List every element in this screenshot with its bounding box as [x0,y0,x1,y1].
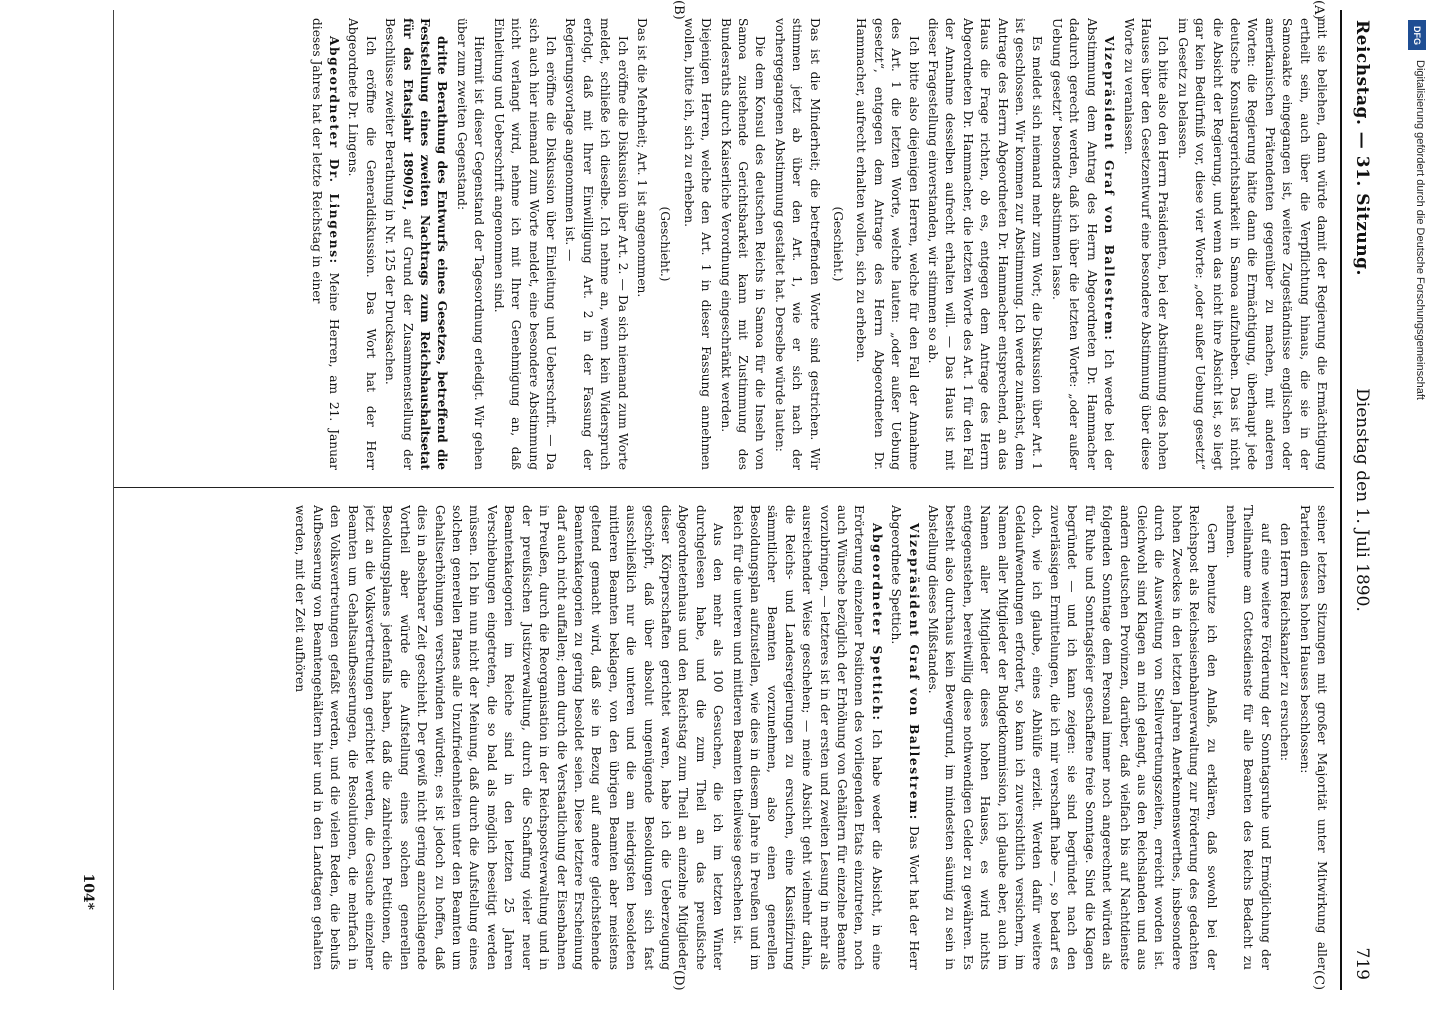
paragraph: Hiermit ist dieser Gegenstand der Tagesordnung erledigt. Wir gehen über zum zweiten Gegenstand: [454,18,487,470]
dfg-credit-text: Digitalisierung gefördert durch die Deutsche Forschungsgemeinschaft [1414,60,1426,400]
margin-mark-c: (C) [1311,970,1326,991]
header-date: Dienstag den 1. Juli 1890. [1352,388,1372,612]
paragraph [887,505,922,970]
left-column [140,18,1330,470]
paragraph [728,505,885,970]
header-rule [1340,10,1342,990]
speaker-label: Vizepräsident Graf von Ballestrem: [906,523,921,821]
quoted-article: Die dem Konsul des deutschen Reichs in Samoa für die Inseln von Samoa zustehende Gerichtsbarkeit kann mit Zustimmung des Bundesraths durch Kaiserliche Verordnung eingeschränkt werden. [718,18,768,470]
header-session: Reichstag. — 31. Sitzung. [1352,20,1372,276]
paragraph: Es meldet sich niemand mehr zum Wort; die Diskussion über Art. 1 ist geschlossen. Wir kommen zur Abstimmung. Ich werde zunächst, dem Antrage des Herrn Abgeordneten Dr. Hammacher entsprechend, an das Haus die Frage richten, ob es, entgegen dem Antrage des Herrn Abgeordneten Dr. Hammacher, die letzten Worte des Art. 1 für den Fall der Annahme desselben aufrecht erhalten will. — Das Haus ist mit dieser Fragestellung einverstanden, wir stimmen so ab. [926,18,1045,470]
paragraph: Ich bitte also den Herrn Präsidenten, bei der Abstimmung des hohen Hauses über den Gesetzentwurf eine besondere Abstimmung über diese Worte zu veranlassen. [1121,18,1171,470]
speech-text: Das Wort hat der Herr Abgeordnete Spettich. [889,505,921,970]
page-header [1342,0,1386,1000]
paragraph: den Herrn Reichskanzler zu ersuchen: [1278,523,1293,762]
paragraph [1048,18,1118,470]
paragraph: mit sie beliehen, dann würde damit der Regierung die Ermächtigung ertheilt sein, auch über die Verpflichtung hinaus, die sie in der Samoaakte eingegangen ist, weitere Zugeständnisse englischen oder amerikanischen Prätendenten gegenüber zu machen, mit anderen Worten: die Regierung hätte dann die Ermächtigung, überhaupt jede deutsche Konsulargerichtsbarkeit in Samoa aufzuheben. Das ist nicht die Absicht der Regierung, und wenn das nicht ihre Absicht ist, so liegt gar kein Bedürfniß vor, diese vier Worte: „oder außer Uebung gesetzt“ im Gesetz zu belassen. [1175,18,1329,470]
dfg-logo: DFG [1408,20,1426,50]
speaker-label: Abgeordneter Spettich: [869,523,884,722]
stage-note: (Geschieht.) [658,206,673,282]
paragraph: Diejenigen Herren, welche den Art. 1 in dieser Fassung annehmen wollen, bitte ich, sich zu erheben. [681,18,714,470]
paragraph: Das ist die Minderheit; die betreffenden Worte sind gestrichen. Wir stimmen jetzt ab über den Art. 1, wie er sich nach der vorhergegangenen Abstimmung gestaltet hat. Derselbe würde lauten: [772,18,822,470]
margin-mark-a: (A) [1311,0,1326,20]
footer-rule [113,10,114,990]
paragraph: Ich eröffne die Diskussion über Einleitung und Ueberschrift. — Da sich auch hier niemand zum Worte meldet, eine besondere Abstimmung nicht verlangt wird, nehme ich mit Ihrer Genehmigung an, daß Einleitung und Ueberschrift angenommen sind. [491,18,558,470]
agenda-title: dritte Berathung des Entwurfs eines Gesetzes, betreffend die Feststellung eines zweiten Nachtrags zum Reichshaushaltsetat für das Etatsjahr 1890/91, [400,18,450,470]
dfg-sidebar [1408,20,1426,980]
paragraph: Aus den mehr als 100 Gesuchen, die ich im letzten Winter durchgelesen habe, und die zum Theil an das preußische Abgeordnetenhaus und den Reichstag zum Theil an einzelne Mitglieder dieser Körperschaften gerichtet waren, habe ich die Ueberzeugung geschöpft, daß über absolut ungenügende Besoldungen sich fast ausschließlich nur die unteren und die am niedrigsten besoldeten mittleren Beamten beklagen, von den übrigen Beamten aber meistens geltend gemacht wird, daß sie in Bezug auf andere gleichstehende Beamtenkategorien zu gering besoldet seien. Diese letztere Erscheinung darf auch nicht auffallen; denn durch die Verstaatlichung der Eisenbahnen in Preußen, durch die Reorganisation in der Reichspostverwaltung und in der preußischen Justizverwaltung, durch die Schaffung vieler neuer Beamtenkategorien im Reiche sind in den letzten 25 Jahren Verschiebungen eingetreten, die so bald als möglich beseitigt werden müssen. Ich bin nun nicht der Meinung, daß durch die Aufstellung eines solchen generellen Planes alle Unzufriedenheiten unter den Beamten um Gehaltserhöhungen verschwinden würden; es ist jedoch zu hoffen, daß dies in absehbarer Zeit geschieht. Der gewiß nicht gering anzuschlagende Vortheil aber würde die Aufstellung eines solchen generellen Besoldungsplanes jedenfalls haben, daß die zahlreichen Petitionen, die jetzt an die Volksvertretungen gerichtet werden, die Gesuche einzelner Beamten um Gehaltsaufbesserungen, die Resolutionen, die mehrfach in den Volksvertretungen gefaßt werden, und die vielen Reden, die behufs Aufbesserung von Beamtengehältern hier und in den Landtagen gehalten werden, mit der Zeit aufhören [293,505,726,970]
paragraph [307,18,342,470]
paragraph: Gern benutze ich den Anlaß, zu erklären, daß sowohl bei der Reichspost als Reichseisenbahnverwaltung zur Förderung des gedachten hohen Zweckes in den letzten Jahren Anerkennenswerthes, insbesondere durch die Ausweitung von Stellvertretungszeiten, erreicht worden ist. Gleichwohl sind Klagen an mich gelangt, aus den Reichslanden und aus andern deutschen Provinzen, darüber, daß vielfach bis auf Nachtdienste folgenden Sonntage dem Personal immer noch angerechnet würden als für Ruhe und Sonntagsfeier geschaffene freie Sonntage. Sind die Klagen begründet — und ich kann zeigen: sie sind begründet nach den zuverlässigen Ermittelungen, die ich mir verschafft habe —, so bedarf es doch, wie ich glaube, eines Abhülfe erzielt. Werden dafür weitere Geldaufwendungen erfordert, so kann ich zuversichtlich versichern, im Namen aller Mitglieder der Budgetkommission, ich glaube aber, auch im Namen aller Mitglieder dieses hohen Hauses, es wird nichts entgegenstehen, bereitwillig diese nothwendigen Gelder zu gewähren. Es besteht also durchaus kein Bewegrund, im mindesten säumig zu sein in Abstellung dieses Mißstandes. [926,505,1219,970]
speech-text: Ich werde bei der Abstimmung dem Antrag des Herrn Abgeordneten Dr. Hammacher dadurch gerecht werden, daß ich über die letzten Worte: „oder außer Uebung gesetzt“ besonders abstimmen lasse. [1049,18,1117,470]
sheet-signature: 104* [80,873,96,910]
paragraph: Ich bitte also diejenigen Herren, welche für den Fall der Annahme des Art. 1 die letzten Worte, welche lauten: „oder außer Uebung gesetzt“, entgegen dem Antrage des Herrn Abgeordneten Dr. Hammacher, aufrecht erhalten wollen, sich zu erheben. [854,18,921,470]
margin-mark-d: (D) [671,970,686,991]
page-number: 719 [1352,947,1372,980]
speaker-label: Vizepräsident Graf von Ballestrem: [1102,36,1117,342]
column-divider [114,487,1334,488]
right-column [140,505,1330,970]
paragraph: Ich eröffne die Diskussion über Art. 2. — Da sich niemand zum Worte meldet, schließe ich dieselbe. Ich nehme an, wenn kein Widerspruch erfolgt, daß mit Ihrer Einwilligung Art. 2 in der Fassung der Regierungsvorlage angenommen ist. — [563,18,630,470]
speech-text: Meine Herren, am 21. Januar dieses Jahres hat der letzte Reichstag in einer [309,18,342,470]
rotated-page [46,0,1386,1000]
margin-mark-b: (B) [671,0,686,20]
speech-text: Ich habe weder die Absicht, in eine Erörterung einzelner Positionen des vorliegenden Etats einzutreten, noch auch Wünsche bezüglich der Erhöhung von Gehältern für einzelne Beamte vorzubringen, — letzteres ist in der ersten und zweiten Lesung in mehr als ausreichender Weise geschehen; — meine Absicht geht vielmehr dahin, die Reichs- und Landesregierungen zu ersuchen, eine Klassifizirung sämmtlicher Beamten vorzunehmen, also einen generellen Besoldungsplan aufzustellen, wie dies in diesem Jahre in Preußen und im Reich für die unteren und mittleren Beamten theilweise geschehen ist. [730,505,884,970]
agenda-item [381,18,451,470]
agenda-text: auf Grund der Zusammenstellung der Beschlüsse zweiter Berathung in Nr. 125 der Drucksachen. [383,18,415,470]
stage-note: (Geschieht.) [831,206,846,282]
paragraph: Das ist die Mehrheit; Art. 1 ist angenommen. [634,18,649,298]
paragraph: Ich eröffne die Generaldiskussion. Das Wort hat der Herr Abgeordnete Dr. Lingens. [346,18,378,470]
paragraph: seiner letzten Sitzungen mit großer Majorität unter Mitwirkung aller Parteien dieses hohen Hauses beschlossen: [1297,505,1329,970]
quoted-resolution: auf eine weitere Förderung der Sonntagsruhe und Ermöglichung der Theilnahme am Gottesdienste für alle Beamten des Reichs Bedacht zu nehmen. [1223,505,1273,970]
speaker-label: Abgeordneter Dr. Lingens: [327,36,342,265]
